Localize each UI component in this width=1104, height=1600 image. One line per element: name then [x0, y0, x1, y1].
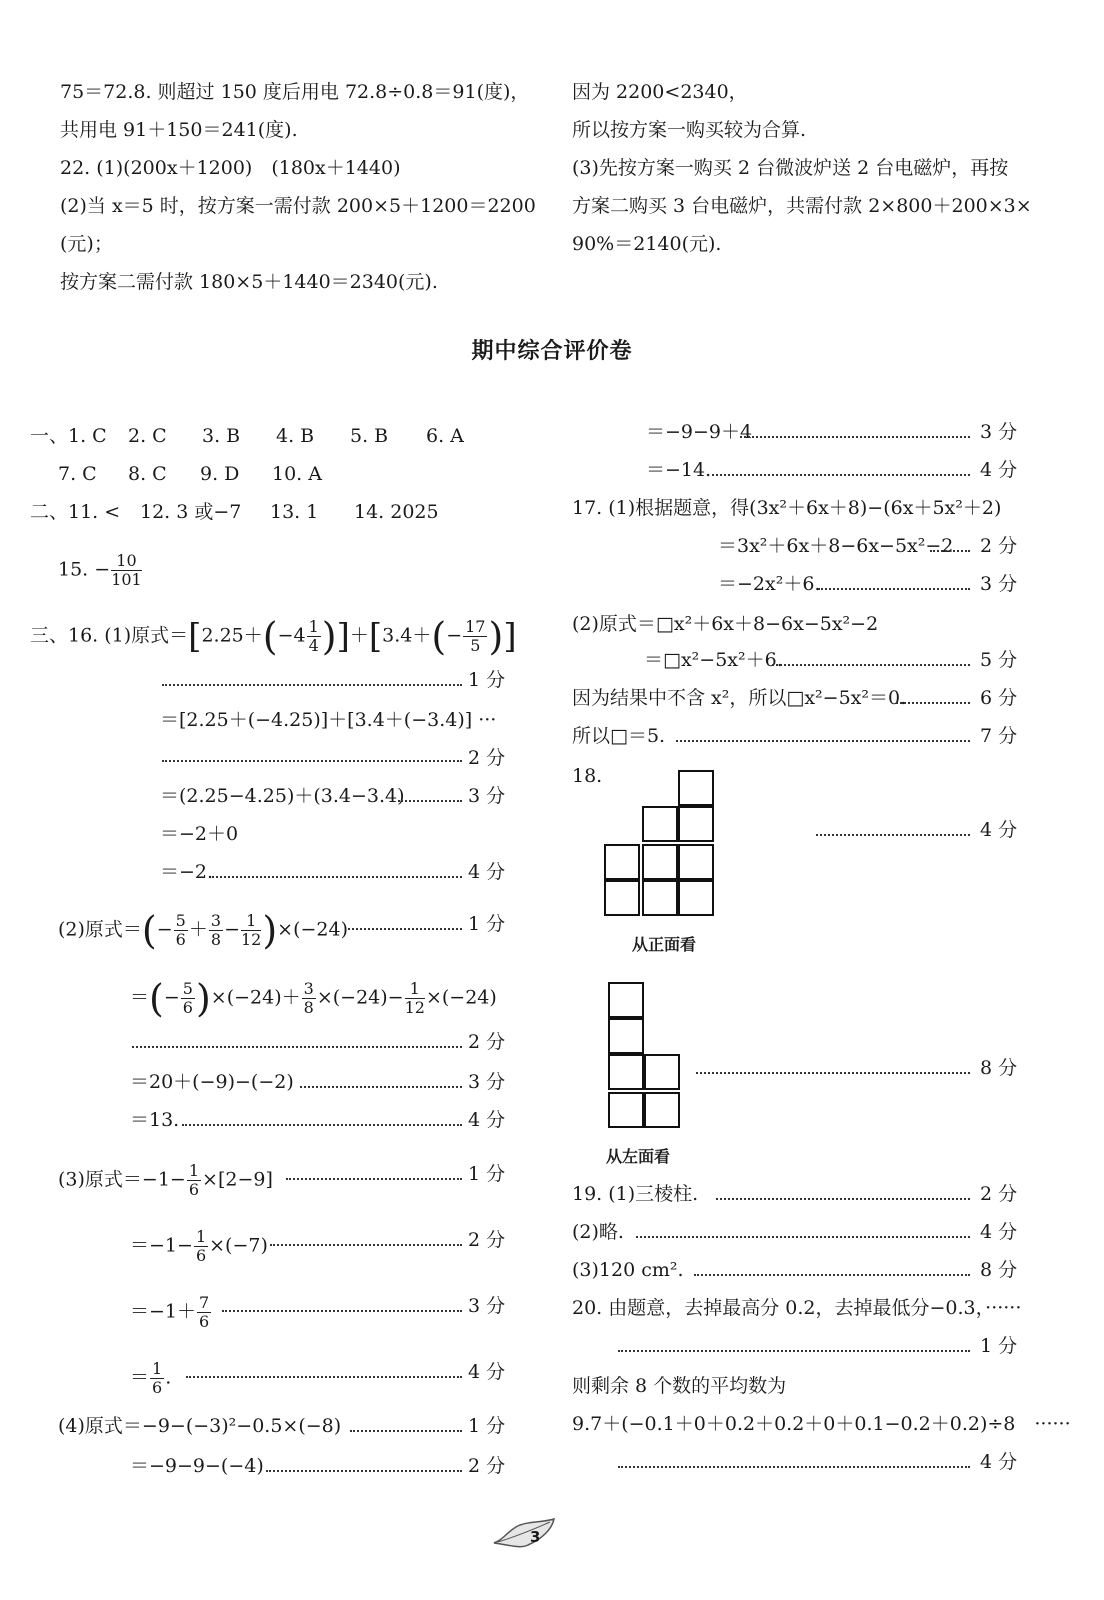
score-mark: 4 分 — [468, 1109, 506, 1131]
score-mark: 4 分 — [980, 459, 1018, 481]
q16-3-line1: (3)原式＝−1− $\frac{1}{6}$ ×[2−9] — [58, 1161, 273, 1199]
leader-dots — [930, 550, 970, 552]
leader-dots — [350, 1430, 462, 1432]
fill-answer: 14. 2025 — [354, 501, 439, 523]
fill-answer: 13. 1 — [270, 501, 319, 523]
leader-dots — [270, 1244, 462, 1246]
leader-dots — [266, 1470, 462, 1472]
text-line: 共用电 91＋150＝241(度). — [60, 119, 298, 141]
math-step: ＝□x²−5x²＋6. — [644, 649, 783, 671]
leader-dots — [694, 1274, 970, 1276]
leader-dots — [300, 1086, 462, 1088]
mc-answer: 9. D — [200, 463, 240, 485]
mc-answer: 6. A — [426, 425, 464, 447]
mc-answer: 10. A — [272, 463, 322, 485]
fill-answer: 二、11. < — [30, 501, 121, 523]
leader-dots — [696, 1072, 970, 1074]
mc-answer: 3. B — [202, 425, 241, 447]
score-mark: 1 分 — [980, 1335, 1018, 1357]
mc-answer: 2. C — [128, 425, 167, 447]
text-line: 75＝72.8. 则超过 150 度后用电 72.8÷0.8＝91(度)， — [60, 81, 530, 103]
text-line: 按方案二需付款 180×5＋1440＝2340(元). — [60, 271, 438, 293]
math-step: ＝3x²＋6x＋8−6x−5x²−2 — [718, 535, 954, 557]
score-mark: 4 分 — [980, 1221, 1018, 1243]
text-line: 因为 2200<2340， — [572, 81, 748, 103]
leader-dots — [348, 928, 462, 930]
score-mark: 3 分 — [980, 421, 1018, 443]
page-number: 3 — [530, 1528, 541, 1546]
score-mark: 2 分 — [468, 1455, 506, 1477]
math-step: 所以□＝5. — [572, 725, 666, 747]
leader-dots — [896, 702, 970, 704]
leader-dots — [716, 1198, 970, 1200]
score-mark: 4 分 — [980, 1451, 1018, 1473]
math-step: ＝(2.25−4.25)＋(3.4−3.4) — [160, 785, 405, 807]
text-line: (元)； — [60, 233, 113, 255]
math-step: 因为结果中不含 x²，所以□x²−5x²＝0. — [572, 687, 907, 709]
math-step: ＝−2＋0 — [160, 823, 239, 845]
math-step: 20. 由题意，去掉最高分 0.2，去掉最低分−0.3，······ — [572, 1297, 1022, 1319]
math-step: (2)略. — [572, 1221, 624, 1243]
text-line: (2)当 x＝5 时，按方案一需付款 200×5＋1200＝2200 — [60, 195, 536, 217]
math-step: 9.7＋(−0.1＋0＋0.2＋0.2＋0＋0.1−0.2＋0.2)÷8 ······ — [572, 1413, 1071, 1435]
score-mark: 8 分 — [980, 1259, 1018, 1281]
score-mark: 6 分 — [980, 687, 1018, 709]
fill-answer: 12. 3 或−7 — [140, 501, 242, 523]
score-mark: 3 分 — [468, 1071, 506, 1093]
math-step: ＝[2.25＋(−4.25)]＋[3.4＋(−3.4)] ··· — [160, 709, 497, 731]
question-number: 18. — [572, 765, 603, 787]
leader-dots — [740, 436, 970, 438]
score-mark: 1 分 — [468, 1163, 506, 1185]
leader-dots — [772, 664, 970, 666]
left-view-caption: 从左面看 — [606, 1147, 671, 1166]
math-step: 则剩余 8 个数的平均数为 — [572, 1375, 787, 1397]
score-mark: 3 分 — [980, 573, 1018, 595]
mc-answer: 5. B — [350, 425, 389, 447]
leader-dots — [398, 800, 462, 802]
score-mark: 1 分 — [468, 913, 506, 935]
score-mark: 2 分 — [468, 747, 506, 769]
leader-dots — [816, 834, 970, 836]
q16-1-line1: 三、16. (1)原式＝[2.25＋(−4 $\frac{1}{4}$ )]＋[3.4＋(− $\frac{17}{5}$ )] — [30, 614, 517, 659]
text-line: 方案二购买 3 台电磁炉，共需付款 2×800＋200×3× — [572, 195, 1032, 217]
math-step: 19. (1)三棱柱. — [572, 1183, 699, 1205]
math-step: 17. (1)根据题意，得(3x²＋6x＋8)−(6x＋5x²＋2) — [572, 497, 1002, 519]
math-step: ＝13. — [130, 1109, 180, 1131]
leader-dots — [162, 760, 462, 762]
score-mark: 7 分 — [980, 725, 1018, 747]
math-step: ＝−2x²＋6. — [718, 573, 821, 595]
math-step: ＝−9−9＋4 — [646, 421, 753, 443]
leaf-icon — [490, 1515, 560, 1555]
text-line: 所以按方案一购买较为合算. — [572, 119, 807, 141]
q16-3-line2: ＝−1− $\frac{1}{6}$ ×(−7) — [130, 1227, 268, 1265]
q16-2-line1: (2)原式＝(− $\frac{5}{6}$ ＋ $\frac{3}{8}$ − $\frac{1}{12}$ )×(−24) — [58, 908, 349, 953]
q16-3-line3: ＝−1＋ $\frac{7}{6}$ — [130, 1293, 210, 1331]
score-mark: 4 分 — [468, 1361, 506, 1383]
score-mark: 4 分 — [468, 861, 506, 883]
score-mark: 3 分 — [468, 1295, 506, 1317]
score-mark: 1 分 — [468, 669, 506, 691]
math-step: (2)原式＝□x²＋6x＋8−6x−5x²−2 — [572, 613, 879, 635]
leader-dots — [186, 1376, 462, 1378]
q16-2-line2: ＝(− $\frac{5}{6}$ )×(−24)＋ $\frac{3}{8}$ ×(−24)− $\frac{1}{12}$ ×(−24) — [130, 976, 497, 1021]
math-step: ＝20＋(−9)−(−2) — [130, 1071, 294, 1093]
mc-answer: 一、1. C — [30, 425, 107, 447]
text-line: 22. (1)(200x＋1200) (180x＋1440) — [60, 157, 401, 179]
leader-dots — [618, 1350, 970, 1352]
leader-dots — [636, 1236, 970, 1238]
leader-dots — [618, 1466, 970, 1468]
q16-3-line4: ＝ $\frac{1}{6}$ . — [130, 1359, 172, 1397]
score-mark: 2 分 — [468, 1229, 506, 1251]
mc-answer: 7. C — [58, 463, 97, 485]
math-step: (3)120 cm². — [572, 1259, 684, 1281]
math-step: ＝−14. — [646, 459, 712, 481]
text-line: 90%＝2140(元). — [572, 233, 722, 255]
math-step: ＝−9−9−(−4) — [130, 1455, 264, 1477]
math-step: (4)原式＝−9−(−3)²−0.5×(−8) — [58, 1415, 342, 1437]
score-mark: 2 分 — [980, 535, 1018, 557]
score-mark: 8 分 — [980, 1057, 1018, 1079]
leader-dots — [818, 588, 970, 590]
score-mark: 1 分 — [468, 1415, 506, 1437]
score-mark: 2 分 — [468, 1031, 506, 1053]
leader-dots — [676, 740, 970, 742]
mc-answer: 8. C — [128, 463, 167, 485]
leader-dots — [212, 876, 462, 878]
q15-answer: 15. − $\frac{10}{101}$ — [58, 551, 142, 589]
section-title: 期中综合评价卷 — [471, 339, 633, 364]
front-view-caption: 从正面看 — [632, 935, 697, 954]
leader-dots — [132, 1046, 462, 1048]
leader-dots — [222, 1310, 462, 1312]
leader-dots — [162, 684, 462, 686]
leader-dots — [182, 1124, 462, 1126]
math-step: ＝−2. — [160, 861, 214, 883]
leader-dots — [286, 1178, 462, 1180]
text-line: (3)先按方案一购买 2 台微波炉送 2 台电磁炉，再按 — [572, 157, 1009, 179]
score-mark: 4 分 — [980, 819, 1018, 841]
mc-answer: 4. B — [276, 425, 315, 447]
score-mark: 2 分 — [980, 1183, 1018, 1205]
score-mark: 3 分 — [468, 785, 506, 807]
leader-dots — [712, 474, 970, 476]
score-mark: 5 分 — [980, 649, 1018, 671]
